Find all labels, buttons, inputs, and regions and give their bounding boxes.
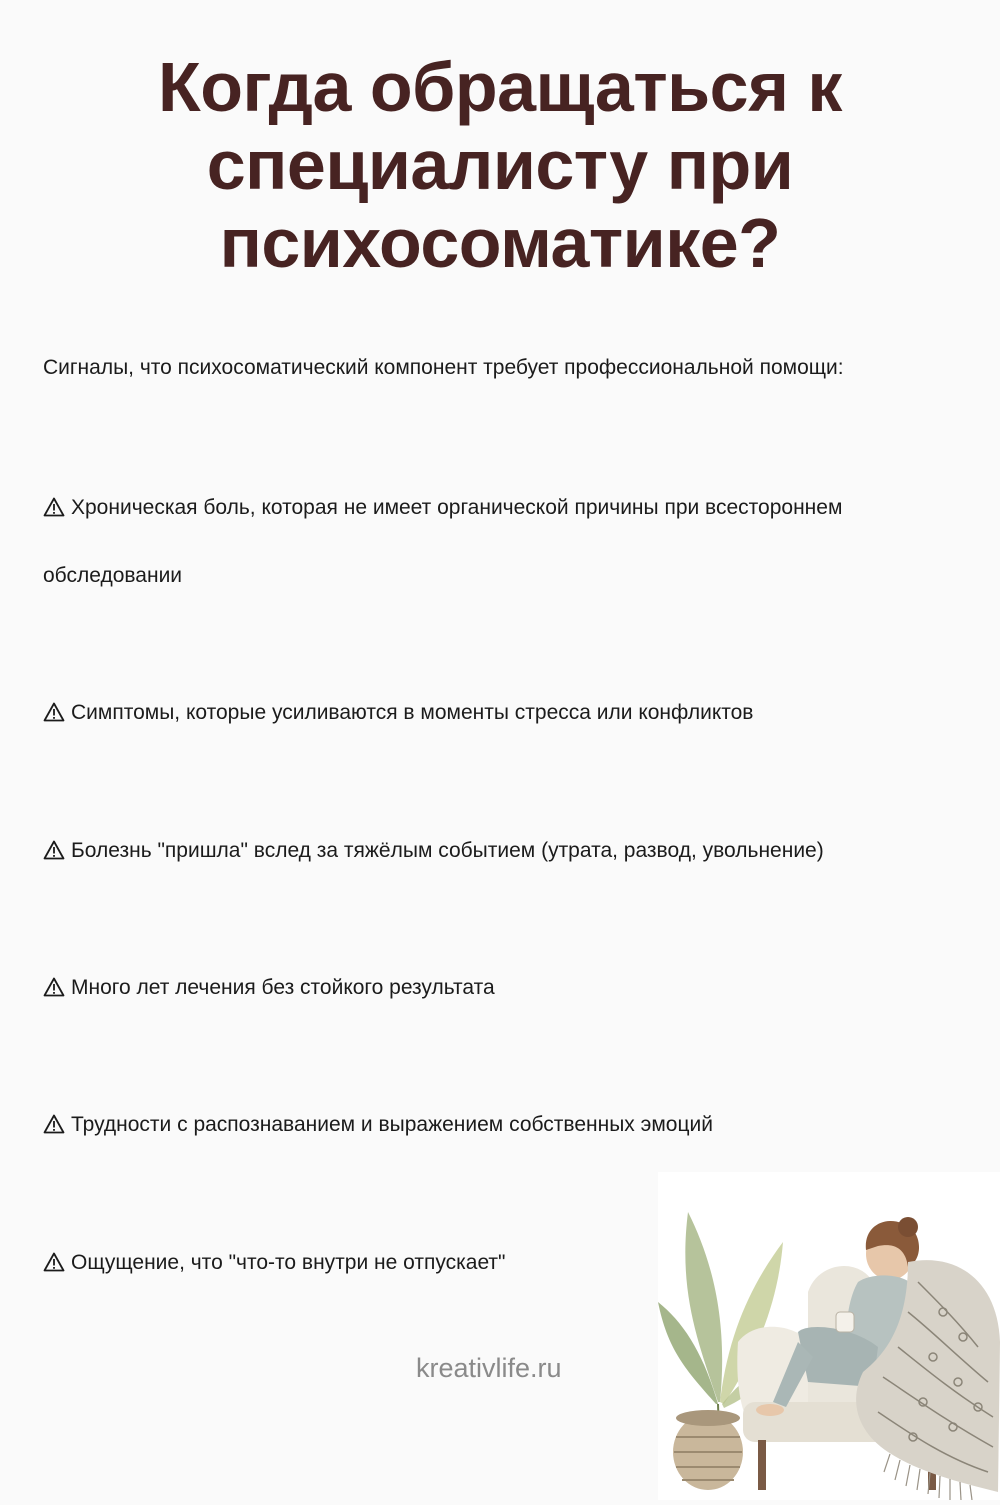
warning-icon xyxy=(43,702,65,722)
basket xyxy=(673,1410,743,1490)
warning-icon xyxy=(43,1252,65,1272)
signal-item xyxy=(43,954,963,1022)
signal-text: Трудности с распознаванием и выражением собственных эмоций xyxy=(71,1113,713,1136)
signal-text: Ощущение, что "что-то внутри не отпускает" xyxy=(71,1251,506,1274)
signal-item xyxy=(43,474,963,610)
signal-item xyxy=(43,679,963,747)
intro-text: Сигналы, что психосоматический компонент требует профессиональной помощи: xyxy=(43,356,844,379)
site-watermark: kreativlife.ru xyxy=(416,1353,562,1383)
signal-item xyxy=(43,1091,963,1159)
signal-item xyxy=(43,817,963,885)
woman-in-armchair-illustration xyxy=(658,1172,1000,1500)
warning-icon xyxy=(43,497,65,517)
warning-icon xyxy=(43,840,65,860)
page-title: Когда обращаться к специалисту при психосоматике? xyxy=(158,48,842,282)
signal-text: Болезнь "пришла" вслед за тяжёлым событием (утрата, развод, увольнение) xyxy=(71,839,824,862)
warning-icon xyxy=(43,977,65,997)
illustration-art xyxy=(658,1172,1000,1500)
signal-text: Много лет лечения без стойкого результата xyxy=(71,976,495,999)
warning-icon xyxy=(43,1114,65,1134)
signal-text: Хроническая боль, которая не имеет органической причины при всестороннем обследовании xyxy=(43,496,843,587)
signal-text: Симптомы, которые усиливаются в моменты стресса или конфликтов xyxy=(71,701,754,724)
